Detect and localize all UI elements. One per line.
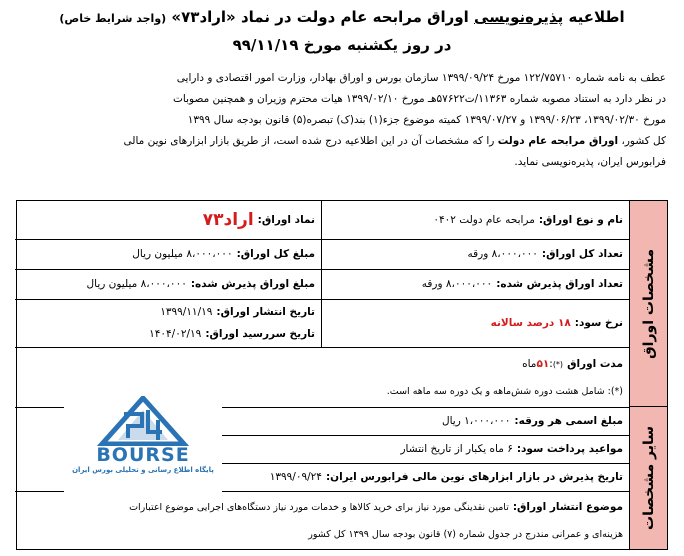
logo-word: BOURSE	[96, 444, 190, 466]
name-field: نام و نوع اوراق: مرابحه عام دولت ۰۴۰۲	[433, 214, 623, 226]
accepted-count-field: تعداد اوراق پذیرش شده: ۸،۰۰۰،۰۰۰ ورقه	[421, 278, 623, 290]
duration-note: (*): شامل هشت دوره شش‌ماهه و یک دوره سه ماهه است.	[386, 385, 623, 397]
subject-field-cont: هزینه‌ای و عمرانی مندرج در جدول شماره (۷) قانون بودجه سال ۱۳۹۹ کل کشور	[308, 528, 623, 540]
symbol-value: اراد۷۳	[202, 210, 254, 230]
listing-date-field: تاریخ پذیرش در بازار ابزارهای نوین مالی فرابورس ایران: ۱۳۹۹/۰۹/۲۴	[269, 471, 623, 483]
total-amount-field: مبلغ کل اوراق: ۸،۰۰۰،۰۰۰ میلیون ریال	[132, 248, 315, 260]
issue-date-field: تاریخ انتشار اوراق: ۱۳۹۹/۱۱/۱۹	[160, 306, 315, 318]
total-count-field: تعداد کل اوراق: ۸،۰۰۰،۰۰۰ ورقه	[467, 248, 623, 260]
title-qualifier: (واجد شرایط خاص)	[59, 12, 167, 25]
section-other-specs: سایر مشخصات	[629, 407, 667, 549]
section-securities-specs: مشخصات اوراق	[629, 201, 667, 407]
title-underlined: پذیره‌نویسی	[474, 8, 564, 26]
rate-value: ۱۸ درصد سالانه	[490, 317, 571, 329]
payment-schedule-field: مواعید پرداخت سود: ۶ ماه یکبار از تاریخ انتشار	[400, 443, 623, 455]
accepted-amount-field: مبلغ اوراق پذیرش شده: ۸،۰۰۰،۰۰۰ میلیون ریال	[86, 278, 315, 290]
rate-field: نرخ سود: ۱۸ درصد سالانه	[490, 317, 623, 329]
bourse-logo-mark-icon	[64, 396, 222, 446]
notice-date: در روز یکشنبه مورخ ۹۹/۱۱/۱۹	[232, 36, 452, 54]
bourse-logo	[64, 396, 222, 496]
subject-field: موضوع انتشار اوراق: تامین نقدینگی مورد نیاز برای خرید کالاها و خدمات مورد نیاز دستگاه‌های اجرایی موضوع اعتبارات	[129, 501, 623, 513]
duration-value: ۵۱	[536, 358, 550, 370]
specs-table	[16, 200, 668, 550]
intro-paragraph: عطف به نامه شماره ۱۲۲/۷۵۷۱۰ مورخ ۱۳۹۹/۰۹/۲۴ سازمان بورس و اوراق بهادار، وزارت امور اقتصادی و دارایی در نظر دارد به استناد مصوبه شماره ۱۱۳۶۳/ت۵۷۶۲۲هـ مورخ ۱۳۹۹/۰۲/۱۰ هیات محترم وزیران و همچنین مصوبات مورخ ۱۳۹۹/۰۲/۳۰، ۱۳۹۹/۰۶/۲۳ و ۱۳۹۹/۰۷/۲۷ کمیته موضوع جزء(۱) بند(ک) تبصره(۵) قانون بودجه سال ۱۳۹۹ کل کشور، اوراق مرابحه عام دولت را که مشخصات آن در این اطلاعیه درج شده است، از طریق بازار ابزارهای نوین مالی فرابورس ایران، پذیره‌نویسی نماید.	[123, 72, 666, 168]
notice-title: اطلاعیه پذیره‌نویسی اوراق مرابحه عام دولت در نماد «اراد۷۳» (واجد شرایط خاص)	[59, 8, 625, 26]
symbol-field: نماد اوراق: اراد۷۳	[202, 210, 315, 230]
maturity-date-field: تاریخ سررسید اوراق: ۱۴۰۴/۰۲/۱۹	[149, 328, 315, 340]
duration-field: مدت اوراق (*) : ۵۱ ماه	[522, 358, 623, 370]
logo-tagline: پایگاه اطلاع رسانی و تحلیلی بورس ایران	[72, 466, 214, 474]
face-value-field: مبلغ اسمی هر ورقه: ۱،۰۰۰،۰۰۰ ریال	[441, 415, 623, 427]
